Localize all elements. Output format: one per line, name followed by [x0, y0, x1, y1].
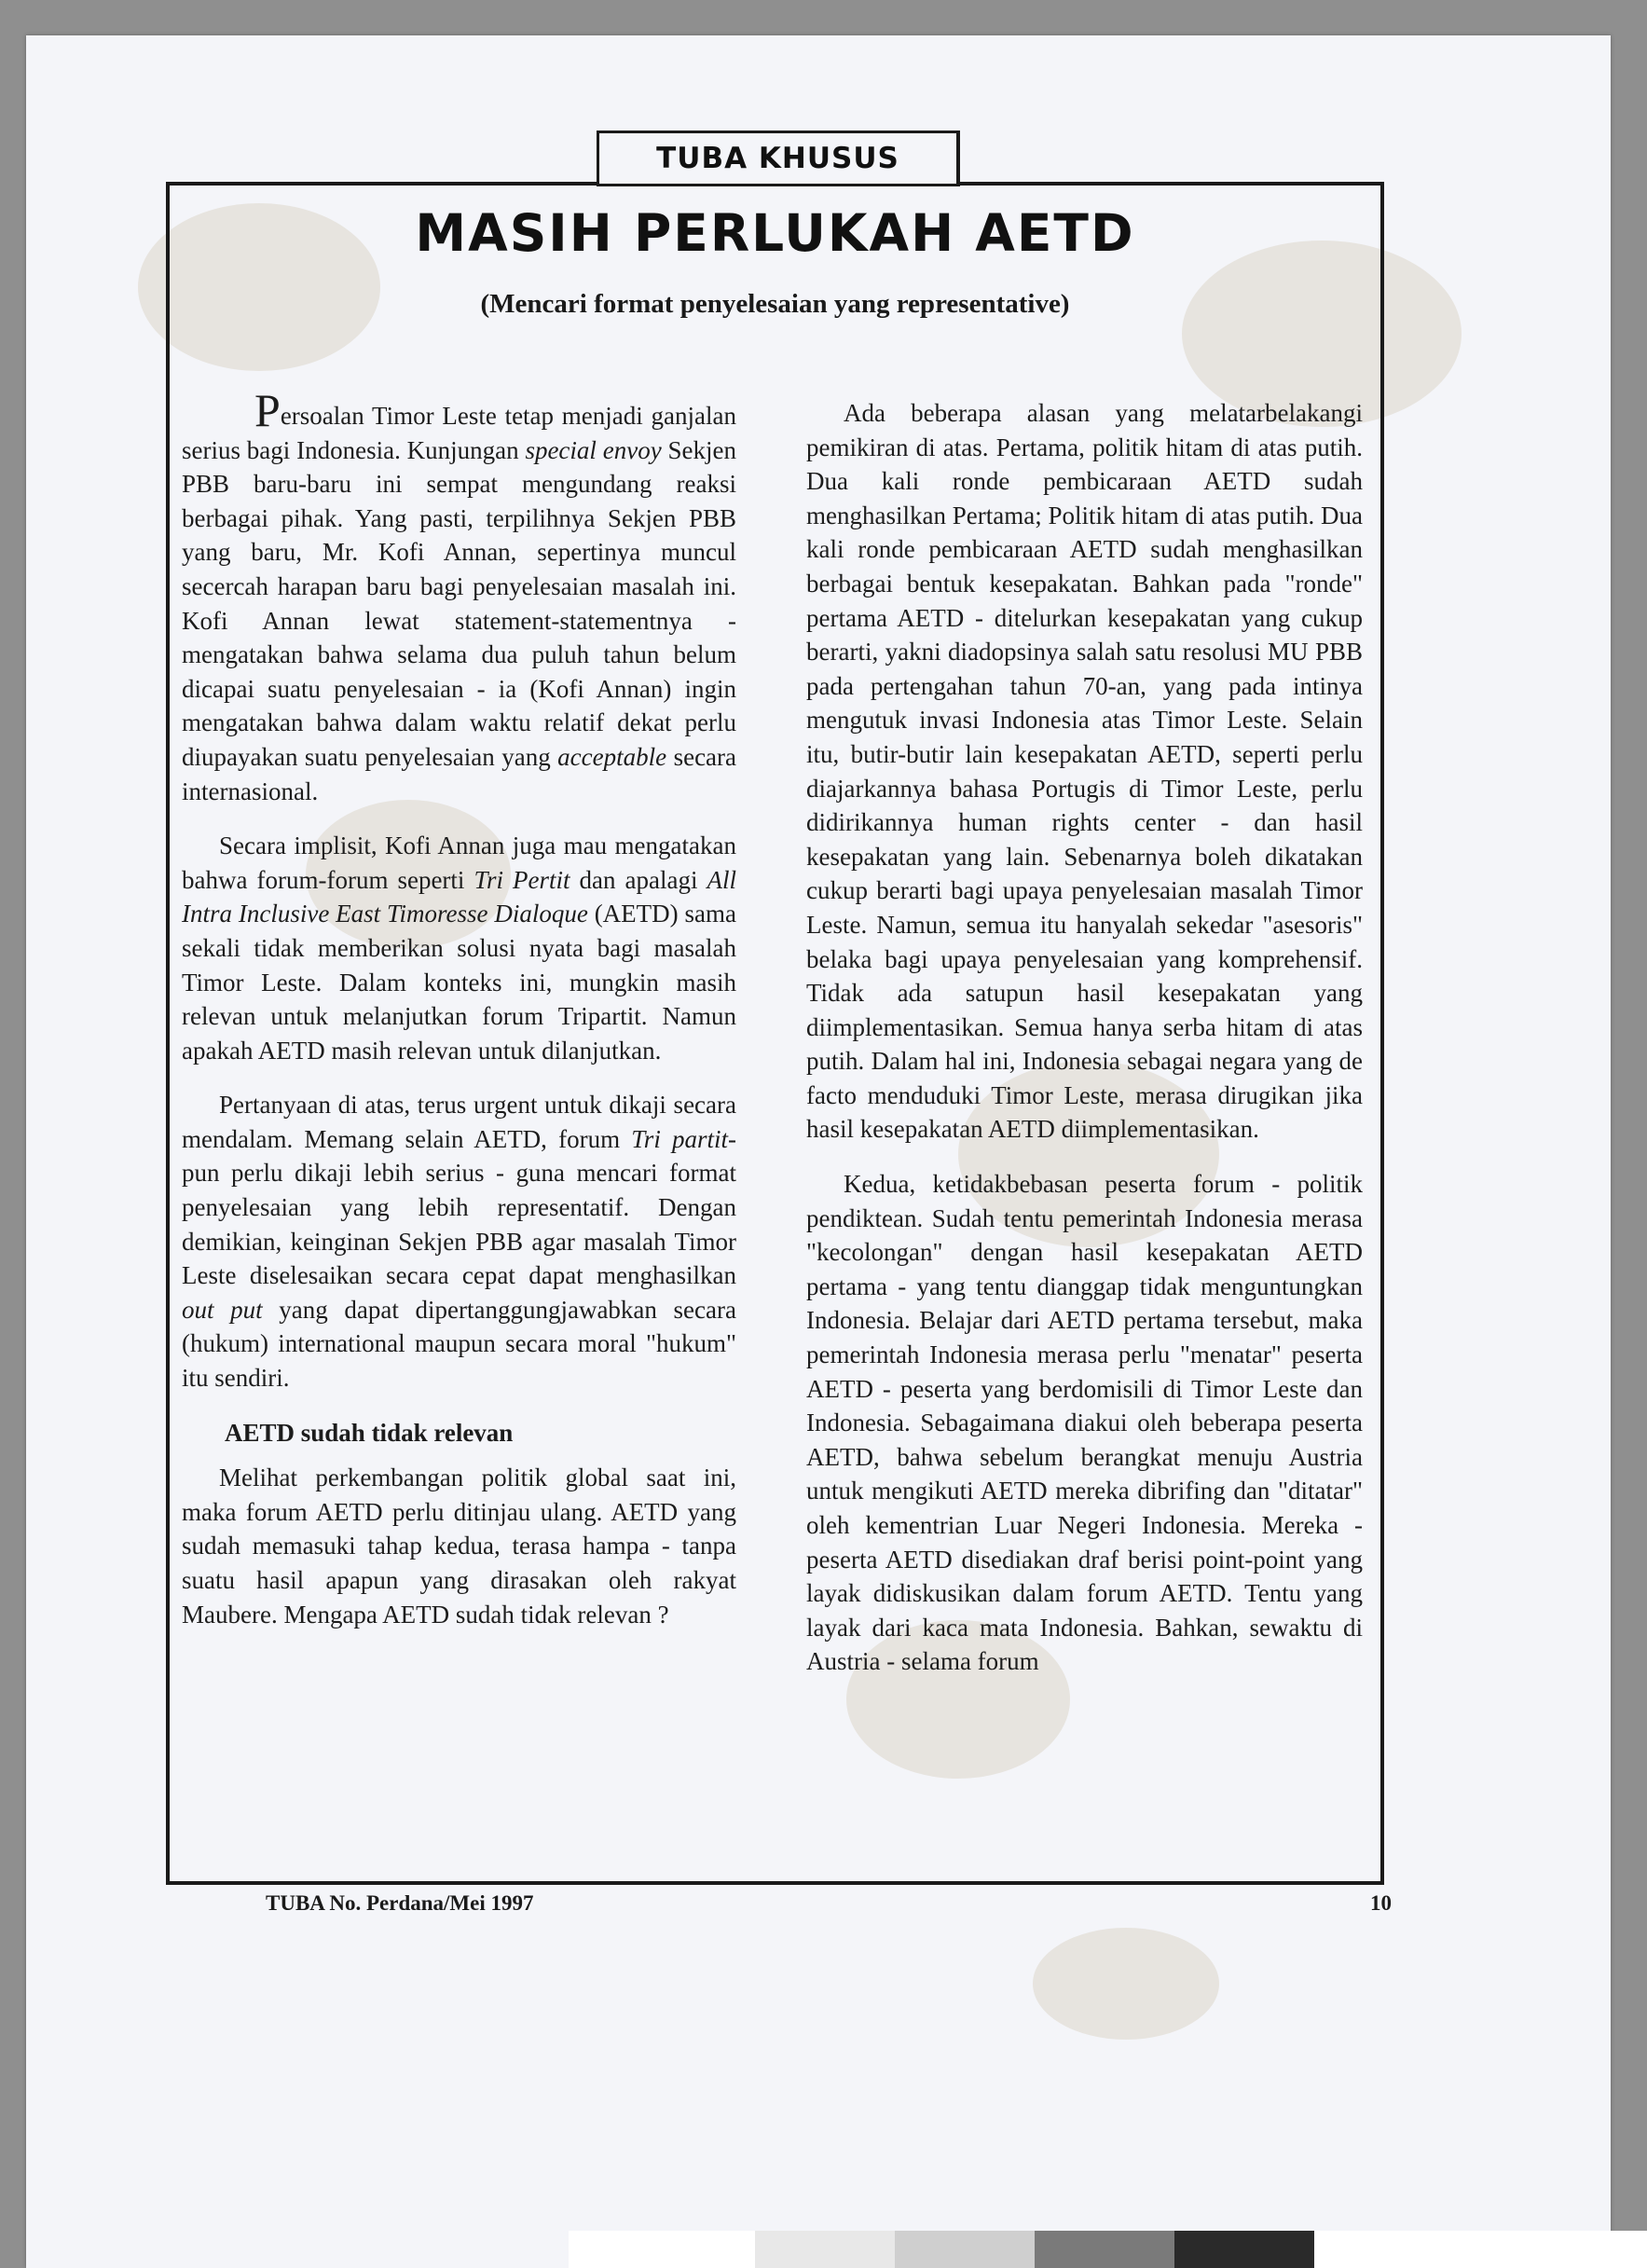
italic-text: All Intra Inclusive East Timoresse Dialoque: [182, 865, 736, 928]
page-number: 10: [1370, 1891, 1392, 1915]
text: dan apalagi: [570, 865, 707, 894]
text: ersoalan Timor Leste tetap menjadi ganjalan serius bagi Indonesia. Kunjungan: [182, 402, 736, 464]
drop-cap: P: [254, 384, 281, 436]
text: Sekjen PBB baru-baru ini sempat mengundang reaksi berbagai pihak. Yang pasti, terpilihnya Sekjen PBB yang baru, Mr. Kofi Annan, sepertinya muncul secercah harapan baru bagi penyelesaian masalah ini. Kofi Annan lewat statement-statementnya - mengatakan bahwa selama dua puluh tahun belum dicapai suatu penyelesaian - ia (Kofi Annan) ingin mengatakan bahwa dalam waktu relatif dekat perlu diupayakan suatu penyelesaian yang: [182, 435, 736, 771]
article-title: MASIH PERLUKAH AETD: [415, 203, 1135, 263]
ruler-segment: [569, 2231, 755, 2268]
paragraph: [182, 384, 737, 808]
text: Secara implisit, Kofi Annan juga mau mengatakan bahwa forum-forum seperti: [182, 832, 736, 894]
text: -pun perlu dikaji lebih serius - guna mencari format penyelesaian yang lebih representatif. Dengan demikian, keinginan Sekjen PBB agar masalah Timor Leste diselesaikan secara cepat dapat menghasilkan: [182, 1124, 737, 1290]
italic-text: Tri partit: [631, 1124, 729, 1153]
text: Pertanyaan di atas, terus urgent untuk dikaji secara mendalam. Memang selain AETD, forum: [182, 1091, 736, 1153]
ruler-segment: [1174, 2231, 1314, 2268]
ruler-segment: [895, 2231, 1035, 2268]
ruler-segment: [1035, 2231, 1174, 2268]
left-column: [182, 384, 737, 1652]
italic-text: acceptable: [557, 742, 667, 771]
paragraph: [182, 1088, 736, 1395]
section-label: TUBA KHUSUS: [597, 131, 960, 186]
section-heading: AETD sudah tidak relevan: [225, 1418, 514, 1447]
paragraph: [182, 829, 736, 1067]
ruler-segment: [755, 2231, 895, 2268]
text: yang dapat dipertanggungjawabkan secara (hukum) international maupun secara moral "hukum" itu sendiri.: [182, 1295, 736, 1393]
italic-text: Tri Pertit: [474, 865, 570, 894]
paragraph: Ada beberapa alasan yang melatarbelakangi pemikiran di atas. Pertama, politik hitam di atas putih. Dua kali ronde pembicaraan AETD sudah menghasilkan Pertama; Politik hitam di atas putih. Dua kali ronde pembicaraan AETD sudah menghasilkan berbagai bentuk kesepakatan. Bahkan pada "ronde" pertama AETD - ditelurkan kesepakatan yang cukup berarti, yakni diadopsinya salah satu resolusi MU PBB pada pertengahan tahun 70-an, yang pada intinya mengutuk invasi Indonesia atas Timor Leste. Selain itu, butir-butir lain kesepakatan AETD, seperti perlu diajarkannya bahasa Portugis di Timor Leste, perlu didirikannya human rights center - dan hasil kesepakatan yang lain. Sebenarnya boleh dikatakan cukup berarti bagi upaya penyelesaian masalah Timor Leste. Namun, semua itu hanyalah sekedar "asesoris" belaka bagi upaya penyelesaian yang komprehensif. Tidak ada satupun hasil kesepakatan yang diimplementasikan. Semua hanya serba hitam di atas putih. Dalam hal ini, Indonesia sebagai negara yang de facto menduduki Timor Leste, merasa dirugikan jika hasil kesepakatan AETD diimplementasikan.: [806, 399, 1363, 1144]
footer-publication: TUBA No. Perdana/Mei 1997: [266, 1891, 534, 1915]
italic-text: special envoy: [525, 435, 662, 464]
text: secara internasional.: [182, 742, 737, 805]
stain: [1033, 1928, 1219, 2040]
color-calibration-strip: [569, 2231, 1647, 2268]
italic-text: out put: [182, 1295, 263, 1324]
ruler-segment: [1314, 2231, 1647, 2268]
right-column: [806, 396, 1363, 1699]
paragraph: Melihat perkembangan politik global saat ini, maka forum AETD perlu ditinjau ulang. AETD yang sudah memasuki tahap kedua, terasa hampa - tanpa suatu hasil apapun yang dirasakan oleh rakyat Maubere. Mengapa AETD sudah tidak relevan ?: [182, 1464, 736, 1629]
paragraph: Kedua, ketidakbebasan peserta forum - politik pendiktean. Sudah tentu pemerintah Indonesia merasa "kecolongan" dengan hasil kesepakatan AETD pertama - yang tentu dianggap tidak menguntungkan Indonesia. Belajar dari AETD pertama tersebut, maka pemerintah Indonesia merasa perlu "menatar" peserta AETD - peserta yang berdomisili di Timor Leste dan Indonesia. Sebagaimana diakui oleh beberapa peserta AETD, bahwa sebelum berangkat menuju Austria untuk mengikuti AETD mereka dibrifing dan "ditatar" oleh kementrian Luar Negeri Indonesia. Mereka - peserta AETD disediakan draf berisi point-point yang layak didiskusikan dalam forum AETD. Tentu yang layak dari kaca mata Indonesia. Bahkan, sewaktu di Austria - selama forum: [806, 1170, 1363, 1676]
article-subtitle: (Mencari format penyelesaian yang representative): [480, 289, 1070, 319]
text: (AETD) sama sekali tidak memberikan solusi nyata bagi masalah Timor Leste. Dalam konteks ini, mungkin masih relevan untuk melanjutkan forum Tripartit. Namun apakah AETD masih relevan untuk dilanjutkan.: [182, 900, 736, 1065]
